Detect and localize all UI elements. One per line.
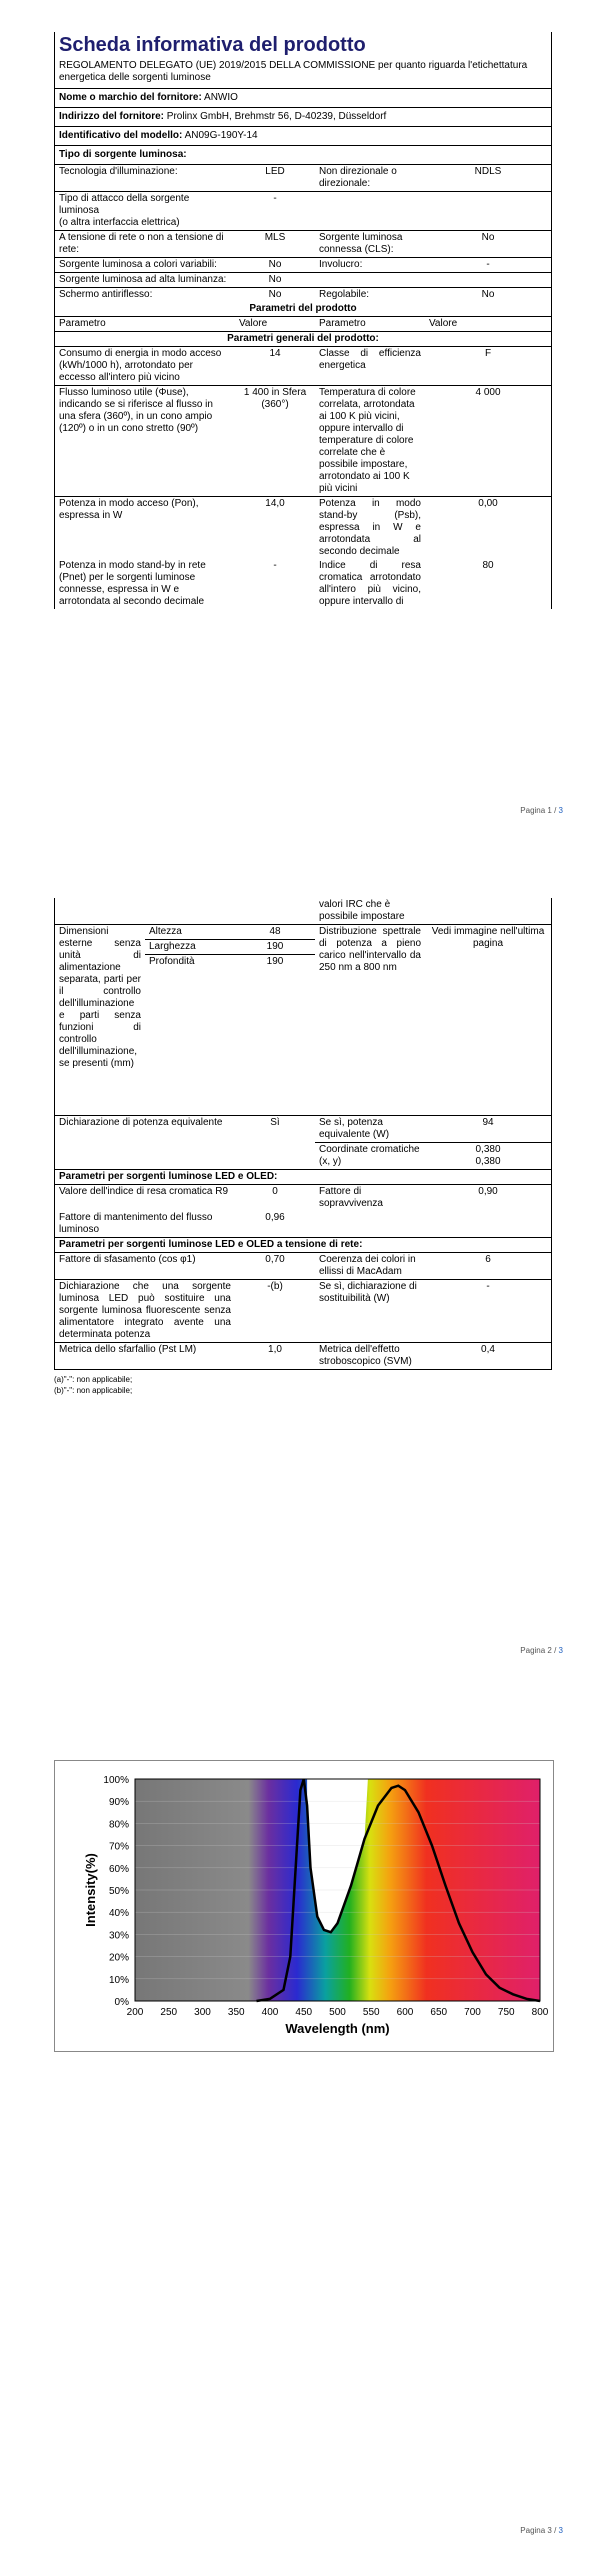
model-label: Identificativo del modello: bbox=[59, 130, 183, 141]
x-tick-label: 600 bbox=[396, 2007, 414, 2018]
y-tick-label: 90% bbox=[108, 1797, 129, 1809]
y-tick-label: 100% bbox=[103, 1775, 129, 1786]
params-table-2 bbox=[55, 1115, 551, 1370]
cell-value: Sì bbox=[235, 1115, 315, 1142]
cell-param: Consumo di energia in modo acceso (kWh/1000 h), arrotondato per eccesso all'intero più vicino bbox=[55, 347, 235, 386]
dimensions-label: Dimensioni esterne senza unità di alimentazione separata, parti per il controllo dell'illuminazione e parti senza funzioni di controllo dell'illuminazione, se presenti (mm) bbox=[55, 925, 145, 1115]
cell-value: - bbox=[235, 192, 315, 231]
cell-value: - bbox=[425, 1279, 551, 1342]
light-source-type-table bbox=[55, 165, 551, 609]
continuation-table bbox=[55, 898, 551, 1115]
table-row bbox=[55, 559, 551, 609]
cell-param: Tecnologia d'illuminazione: bbox=[55, 165, 235, 192]
y-tick-label: 30% bbox=[108, 1930, 129, 1942]
cell-param: Se sì, dichiarazione di sostituibilità (W) bbox=[315, 1279, 425, 1342]
column-header: Parametro bbox=[315, 317, 425, 332]
cell-value: MLS bbox=[235, 231, 315, 258]
cell-param: Tipo di attacco della sorgente luminosa bbox=[59, 193, 190, 216]
cell-value: 1 400 in Sfera (360°) bbox=[235, 386, 315, 497]
height-label: Altezza bbox=[145, 925, 235, 940]
cell-param: Coerenza dei colori in ellissi di MacAdam bbox=[315, 1252, 425, 1279]
cell-param: Se sì, potenza equivalente (W) bbox=[315, 1115, 425, 1142]
cell-value: - bbox=[273, 560, 277, 571]
cell-param: Metrica dell'effetto stroboscopico (SVM) bbox=[315, 1342, 425, 1369]
x-tick-label: 700 bbox=[464, 2007, 481, 2018]
product-sheet-frame bbox=[54, 0, 552, 609]
cell-param: Sorgente luminosa connessa (CLS): bbox=[315, 231, 425, 258]
page-current: Pagina 2 bbox=[520, 1646, 552, 1655]
cell-param: A tensione di rete o non a tensione di rete: bbox=[55, 231, 235, 258]
y-tick-label: 60% bbox=[108, 1863, 129, 1875]
page-number bbox=[520, 1646, 563, 1655]
cell-value: 4 000 bbox=[425, 386, 551, 497]
cell-value: - bbox=[425, 258, 551, 273]
spd-label: Distribuzione spettrale di potenza a pieno carico nell'intervallo da 250 nm a 800 nm bbox=[315, 925, 425, 1115]
y-tick-label: 0% bbox=[114, 1997, 129, 2008]
y-tick-label: 80% bbox=[108, 1819, 129, 1831]
cell-param: Sorgente luminosa ad alta luminanza: bbox=[55, 273, 235, 288]
light-source-type-label: Tipo di sorgente luminosa: bbox=[59, 149, 187, 160]
cell-param: Metrica dello sfarfallio (Pst LM) bbox=[55, 1342, 235, 1369]
cri-continuation: valori IRC che è possibile impostare bbox=[319, 899, 405, 922]
cell-param: Flusso luminoso utile (Φuse), indicando se si riferisce al flusso in una sfera (360º), in un cono ampio (120º) o in un cono stretto (90º) bbox=[55, 386, 235, 497]
cell-param: Non direzionale o direzionale: bbox=[315, 165, 425, 192]
footnote-a: (a)"-": non applicabile; bbox=[54, 1374, 133, 1384]
cell-param: Potenza in modo acceso (Pon), espressa in W bbox=[59, 498, 199, 521]
cell-param: Valore dell'indice di resa cromatica R9 bbox=[59, 1185, 229, 1197]
x-tick-label: 450 bbox=[295, 2007, 313, 2018]
page-total: 3 bbox=[558, 1646, 563, 1655]
cell-param: Dichiarazione che una sorgente luminosa LED può sostituire una sorgente luminosa fluorescente senza alimentatore integrato avente una determinata potenza bbox=[55, 1279, 235, 1342]
cell-param: Involucro: bbox=[315, 258, 425, 273]
y-tick-label: 20% bbox=[108, 1952, 129, 1964]
x-tick-label: 800 bbox=[531, 2007, 549, 2018]
y-tick-label: 70% bbox=[108, 1841, 129, 1853]
page-3 bbox=[0, 1720, 603, 2560]
x-tick-label: 200 bbox=[126, 2007, 144, 2018]
mains-params-heading: Parametri per sorgenti luminose LED e OLED a tensione di rete: bbox=[55, 1237, 551, 1252]
cell-value: NDLS bbox=[425, 165, 551, 192]
cell-value: 0 bbox=[272, 1185, 278, 1197]
cell-value: F bbox=[425, 347, 551, 386]
cell-value: 6 bbox=[425, 1252, 551, 1279]
column-header: Valore bbox=[425, 317, 551, 332]
led-params-heading: Parametri per sorgenti luminose LED e OLED: bbox=[55, 1169, 551, 1184]
cell-value: -(b) bbox=[235, 1279, 315, 1342]
page-sep: / bbox=[551, 1646, 559, 1655]
table-row bbox=[55, 386, 551, 497]
cell-value: LED bbox=[235, 165, 315, 192]
cell-value: No bbox=[235, 258, 315, 273]
page-current: Pagina 1 bbox=[520, 806, 552, 815]
x-tick-label: 400 bbox=[261, 2007, 279, 2018]
address-label: Indirizzo del fornitore: bbox=[59, 111, 164, 122]
table-row bbox=[55, 497, 551, 560]
cell-param: Regolabile: bbox=[319, 289, 370, 300]
width-label: Larghezza bbox=[145, 940, 235, 955]
x-axis-label: Wavelength (nm) bbox=[285, 2021, 390, 2036]
cell-value: No bbox=[235, 273, 315, 288]
cell-value: 14 bbox=[235, 347, 315, 386]
model-value: AN09G-190Y-14 bbox=[184, 130, 258, 141]
general-params-heading: Parametri generali del prodotto: bbox=[55, 332, 551, 347]
regulation-subtitle: REGOLAMENTO DELEGATO (UE) 2019/2015 DELLA COMMISSIONE per quanto riguarda l'etichettatura energetica delle sorgenti luminose bbox=[55, 58, 551, 89]
y-tick-label: 40% bbox=[108, 1908, 129, 1920]
x-tick-label: 550 bbox=[362, 2007, 380, 2018]
cell-value: No bbox=[268, 289, 282, 300]
x-tick-label: 250 bbox=[160, 2007, 178, 2018]
cell-value: 94 bbox=[425, 1115, 551, 1142]
column-header: Parametro bbox=[55, 317, 235, 332]
cell-param: Potenza in modo stand-by (Psb), espressa in W e arrotondata al secondo decimale bbox=[319, 498, 421, 557]
cell-param: Classe di efficienza energetica bbox=[315, 347, 425, 386]
table-row bbox=[55, 273, 551, 288]
table-row bbox=[55, 231, 551, 258]
cell-value: 14,0 bbox=[265, 498, 285, 509]
product-sheet-frame-2 bbox=[54, 898, 552, 1396]
table-row bbox=[55, 1211, 551, 1238]
cell-param: Fattore di sopravvivenza bbox=[319, 1185, 383, 1209]
table-row bbox=[55, 1184, 551, 1211]
cell-value: No bbox=[481, 289, 495, 300]
y-tick-label: 50% bbox=[108, 1886, 129, 1897]
height-value: 48 bbox=[235, 925, 315, 940]
page-sep: / bbox=[551, 806, 559, 815]
cell-value: No bbox=[425, 231, 551, 258]
page-total: 3 bbox=[558, 806, 563, 815]
cell-param-note: (o altra interfaccia elettrica) bbox=[59, 217, 180, 228]
depth-value: 190 bbox=[266, 956, 284, 967]
cell-param: Sorgente luminosa a colori variabili: bbox=[55, 258, 235, 273]
table-row bbox=[55, 347, 551, 386]
depth-label: Profondità bbox=[149, 956, 195, 967]
table-row bbox=[55, 1279, 551, 1342]
table-row bbox=[55, 258, 551, 273]
cell-param: Dichiarazione di potenza equivalente bbox=[55, 1115, 235, 1142]
page-1 bbox=[0, 0, 603, 840]
chroma-y: 0,380 bbox=[475, 1155, 501, 1167]
footnote-b: (b)"-": non applicabile; bbox=[54, 1385, 133, 1395]
cell-value: 0,96 bbox=[235, 1211, 315, 1238]
x-tick-label: 500 bbox=[329, 2007, 346, 2018]
y-tick-label: 10% bbox=[108, 1974, 129, 1986]
table-row bbox=[55, 1342, 551, 1369]
cell-value: 0,4 bbox=[425, 1342, 551, 1369]
table-row bbox=[55, 1142, 551, 1169]
x-tick-label: 300 bbox=[194, 2007, 211, 2018]
chroma-x: 0,380 bbox=[475, 1143, 501, 1155]
x-tick-label: 650 bbox=[430, 2007, 448, 2018]
page-2 bbox=[0, 860, 603, 1700]
spd-chart-svg bbox=[55, 1761, 553, 2051]
y-axis-label: Intensity(%) bbox=[83, 1853, 98, 1927]
cell-param: Fattore di mantenimento del flusso luminoso bbox=[55, 1211, 235, 1238]
page-number bbox=[520, 806, 563, 815]
cell-value: 0,70 bbox=[235, 1252, 315, 1279]
cell-param: Indice di resa cromatica arrotondato all'intero più vicino, oppure intervallo di bbox=[319, 560, 421, 607]
supplier-label: Nome o marchio del fornitore: bbox=[59, 92, 202, 103]
cell-param: Potenza in modo stand-by in rete (Pnet) per le sorgenti luminose connesse, espressa in W e arrotondata al secondo decimale bbox=[59, 560, 206, 607]
column-header: Valore bbox=[235, 317, 315, 332]
table-row bbox=[55, 192, 551, 231]
page-number bbox=[520, 2526, 563, 2535]
cell-param: Coordinate cromatiche (x, y) bbox=[315, 1142, 425, 1169]
cell-value: 80 bbox=[482, 560, 494, 571]
table-header-row bbox=[55, 317, 551, 332]
cell-value: 0,00 bbox=[478, 498, 498, 509]
cell-value: 1,0 bbox=[235, 1342, 315, 1369]
x-tick-label: 350 bbox=[227, 2007, 245, 2018]
width-value: 190 bbox=[235, 940, 315, 955]
page-current: Pagina 3 bbox=[520, 2526, 552, 2535]
page-total: 3 bbox=[558, 2526, 563, 2535]
table-row bbox=[55, 288, 551, 303]
x-tick-label: 750 bbox=[497, 2007, 515, 2018]
table-row bbox=[55, 1252, 551, 1279]
cell-value: 0,90 bbox=[478, 1185, 498, 1197]
cell-param: Temperatura di colore correlata, arrotondata ai 100 K più vicini, oppure intervallo di temperature di colore correlate che è possibile impostare, arrotondato ai 100 K più vicini bbox=[315, 386, 425, 497]
table-row bbox=[55, 1115, 551, 1142]
page-title: Scheda informativa del prodotto bbox=[59, 34, 366, 56]
cell-param: Schermo antiriflesso: bbox=[59, 289, 153, 300]
address-value: Prolinx GmbH, Brehmstr 56, D-40239, Düsseldorf bbox=[166, 111, 387, 122]
supplier-value: ANWIO bbox=[204, 92, 238, 103]
table-row bbox=[55, 165, 551, 192]
table-row bbox=[55, 925, 551, 940]
product-params-heading: Parametri del prodotto bbox=[55, 302, 551, 317]
page-sep: / bbox=[551, 2526, 559, 2535]
cell-param: Fattore di sfasamento (cos φ1) bbox=[55, 1252, 235, 1279]
spd-value: Vedi immagine nell'ultima pagina bbox=[425, 925, 551, 1115]
spectral-chart bbox=[54, 1760, 554, 2052]
